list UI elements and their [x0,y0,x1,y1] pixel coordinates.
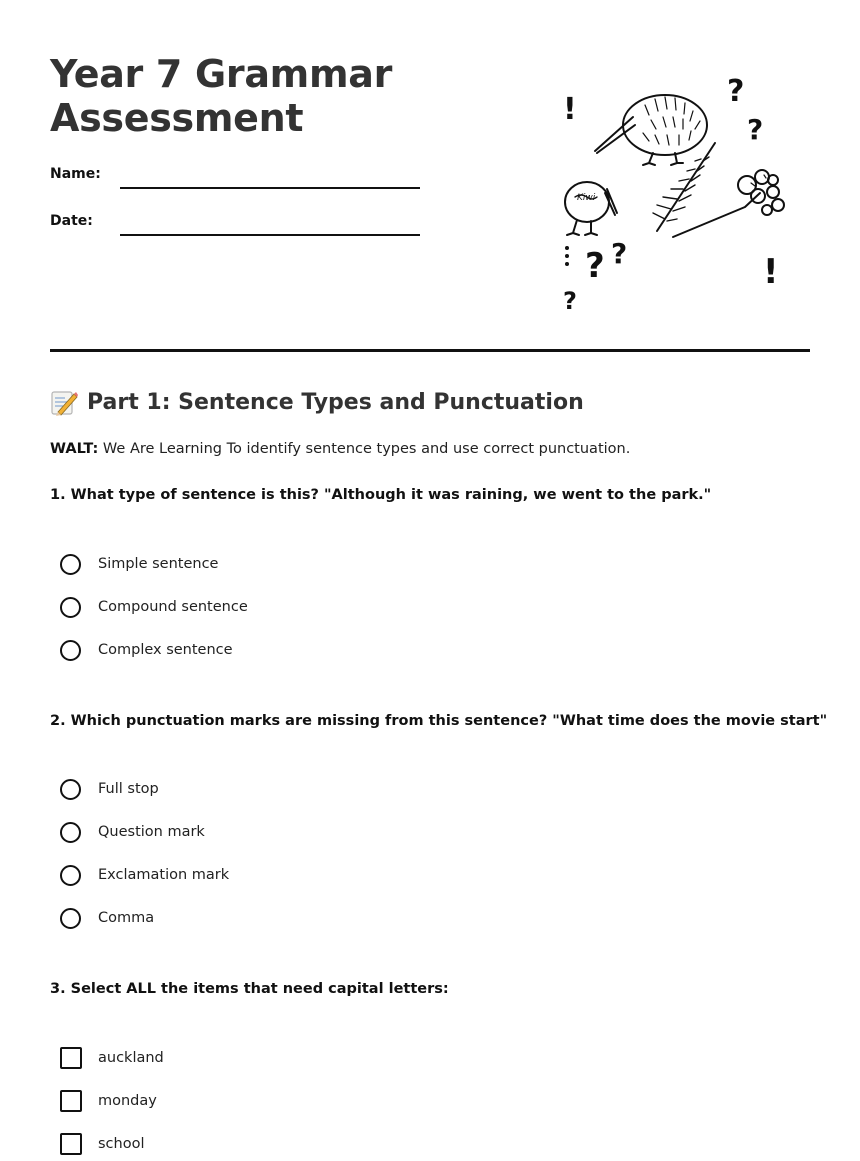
option-label: Question mark [98,824,205,840]
date-label: Date: [50,213,93,229]
svg-text:Kiwi: Kiwi [577,193,596,203]
radio-button[interactable] [60,640,81,661]
kiwi-illustration-icon [555,65,795,315]
name-label: Name: [50,166,101,182]
svg-text:?: ? [727,74,745,109]
q2-option-exclamation-mark[interactable] [60,862,229,888]
q3-option-auckland[interactable] [60,1045,164,1071]
option-label: school [98,1136,145,1152]
option-label: Comma [98,910,155,926]
q2-option-comma[interactable] [60,905,154,931]
option-label: Full stop [98,781,159,797]
radio-button[interactable] [60,865,81,886]
option-label: Complex sentence [98,642,233,658]
page-title [50,52,490,140]
radio-button[interactable] [60,908,81,929]
title-line-1: Year 7 Grammar [50,52,393,96]
q2-option-question-mark[interactable] [60,819,205,845]
question-3-text: 3. Select ALL the items that need capital letters: [50,981,449,997]
option-label: Exclamation mark [98,867,230,883]
checkbox[interactable] [60,1133,82,1155]
svg-text:?: ? [585,246,605,286]
option-label: auckland [98,1050,164,1066]
q1-option-compound[interactable] [60,594,248,620]
date-field[interactable] [120,234,420,236]
question-2-text: 2. Which punctuation marks are missing from this sentence? "What time does the movie start" [50,713,828,729]
radio-button[interactable] [60,822,81,843]
walt-text: We Are Learning To identify sentence types and use correct punctuation. [98,441,631,457]
pencil-memo-icon [50,388,78,416]
svg-text:!: ! [563,92,577,127]
svg-text:?: ? [563,287,577,315]
walt-statement [50,441,630,457]
question-1-text: 1. What type of sentence is this? "Although it was raining, we went to the park." [50,487,712,503]
checkbox[interactable] [60,1047,82,1069]
svg-text:?: ? [747,113,764,146]
option-label: monday [98,1093,157,1109]
q1-option-complex[interactable] [60,637,233,663]
option-label: Compound sentence [98,599,248,615]
walt-label: WALT: [50,441,99,457]
part-1-heading [50,388,584,416]
header-divider [50,349,810,352]
option-label: Simple sentence [98,556,219,572]
checkbox[interactable] [60,1090,82,1112]
q3-option-monday[interactable] [60,1088,157,1114]
radio-button[interactable] [60,597,81,618]
radio-button[interactable] [60,779,81,800]
radio-button[interactable] [60,554,81,575]
name-field[interactable] [120,187,420,189]
part-1-title: Part 1: Sentence Types and Punctuation [87,389,584,415]
q1-option-simple[interactable] [60,551,218,577]
svg-text:?: ? [611,237,628,270]
q3-option-school[interactable] [60,1131,145,1157]
title-line-2: Assessment [50,96,304,140]
svg-text:!: ! [763,252,779,292]
q2-option-full-stop[interactable] [60,776,159,802]
